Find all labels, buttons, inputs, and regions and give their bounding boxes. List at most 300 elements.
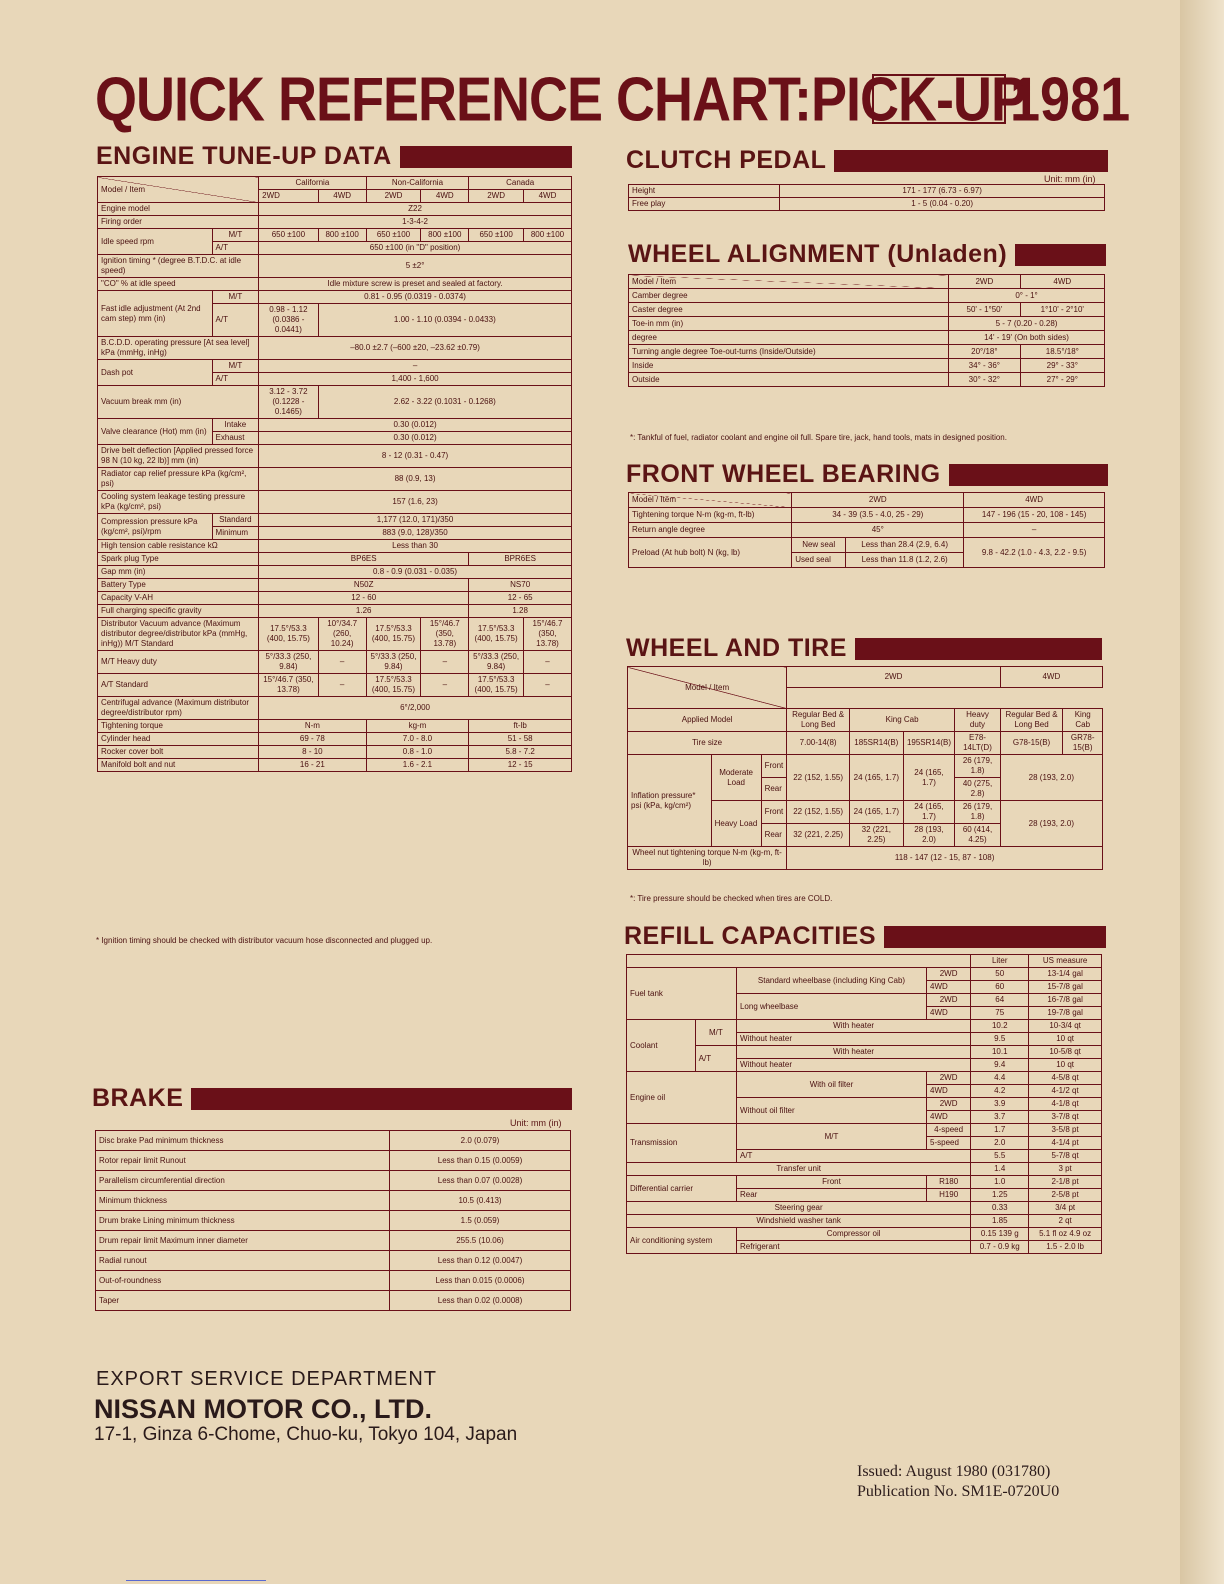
table-row: [98, 291, 572, 304]
table-cell: 5°/33.3 (250, 9.84): [259, 651, 319, 674]
table-cell: 4.2: [971, 1085, 1029, 1098]
table-cell: 2WD: [927, 1072, 971, 1085]
table-cell: 0.8 - 1.0: [366, 746, 469, 759]
table-cell: Return angle degree: [629, 523, 792, 538]
table-row: [98, 674, 572, 697]
table-cell: 800 ±100: [523, 229, 571, 242]
section-bar: [949, 464, 1108, 486]
table-cell: New seal: [792, 538, 846, 553]
table-cell: 9.8 - 42.2 (1.0 - 4.3, 2.2 - 9.5): [964, 538, 1105, 568]
table-cell: 8 - 10: [259, 746, 367, 759]
table-row: [627, 1046, 1102, 1059]
table-row: [98, 229, 572, 242]
table-cell: 1.26: [259, 605, 469, 618]
section-bar: [855, 638, 1102, 660]
table-row: [627, 1163, 1102, 1176]
table-row: [98, 759, 572, 772]
table-cell: Radial runout: [96, 1251, 390, 1271]
table-cell: 4WD: [927, 1007, 971, 1020]
table-cell: Air conditioning system: [627, 1228, 737, 1254]
table-cell: Taper: [96, 1291, 390, 1311]
table-cell: Non-California: [366, 177, 469, 190]
table-cell: 1.6 - 2.1: [366, 759, 469, 772]
table-row: [98, 592, 572, 605]
table-cell: Liter: [971, 955, 1029, 968]
table-cell: 15°/46.7 (350, 13.78): [259, 674, 319, 697]
table-cell: 2WD: [927, 1098, 971, 1111]
table-cell: A/T: [695, 1046, 736, 1072]
section-bar: [400, 146, 572, 168]
table-cell: 4WD: [927, 981, 971, 994]
table-cell: 2WD: [927, 994, 971, 1007]
table-cell: Model / Item: [98, 177, 259, 203]
table-row: [98, 216, 572, 229]
table-cell: 650 ±100 (in "D" position): [259, 242, 572, 255]
table-cell: 171 - 177 (6.73 - 6.97): [780, 185, 1105, 198]
table-cell: Cylinder head: [98, 733, 259, 746]
table-cell: 3-7/8 qt: [1029, 1111, 1102, 1124]
table-cell: Fast idle adjustment (At 2nd cam step) mm (in): [98, 291, 213, 337]
table-cell: 9.5: [971, 1033, 1029, 1046]
table-row: [98, 177, 572, 190]
table-cell: Transmission: [627, 1124, 737, 1163]
table-cell: 69 - 78: [259, 733, 367, 746]
table-row: [629, 359, 1105, 373]
table-cell: 12 - 60: [259, 592, 469, 605]
table-cell: 10.5 (0.413): [390, 1191, 571, 1211]
table-cell: 10-5/8 qt: [1029, 1046, 1102, 1059]
refill-section-title: REFILL CAPACITIES: [624, 922, 877, 950]
table-cell: 0.15 139 g: [971, 1228, 1029, 1241]
table-row: [96, 1191, 571, 1211]
table-cell: Standard: [212, 514, 259, 527]
alignment-footnote: *: Tankful of fuel, radiator coolant and engine oil full. Spare tire, jack, hand tools, mats in designed position.: [630, 433, 1007, 442]
table-cell: 4-1/2 qt: [1029, 1085, 1102, 1098]
table-cell: 7.00-14(8): [787, 732, 850, 755]
table-row: [627, 1176, 1102, 1189]
table-cell: 5 ±2°: [259, 255, 572, 278]
table-cell: 4-5/8 qt: [1029, 1072, 1102, 1085]
table-cell: 16-7/8 gal: [1029, 994, 1102, 1007]
table-cell: Coolant: [627, 1020, 696, 1072]
table-cell: 1.4: [971, 1163, 1029, 1176]
publication-number: Publication No. SM1E-0720U0: [857, 1483, 1060, 1500]
table-row: [628, 755, 1103, 778]
table-cell: 1,177 (12.0, 171)/350: [259, 514, 572, 527]
table-cell: –: [318, 674, 366, 697]
table-cell: 1°10' - 2°10': [1020, 303, 1104, 317]
table-cell: 157 (1.6, 23): [259, 491, 572, 514]
table-cell: 1.85: [971, 1215, 1029, 1228]
table-cell: 147 - 196 (15 - 20, 108 - 145): [964, 508, 1105, 523]
scan-artifact-line: [126, 1580, 266, 1581]
table-row: [627, 1228, 1102, 1241]
table-cell: Idle speed rpm: [98, 229, 213, 255]
table-cell: 5 - 7 (0.20 - 0.28): [949, 317, 1105, 331]
table-cell: Rocker cover bolt: [98, 746, 259, 759]
table-cell: Distributor Vacuum advance (Maximum distributor degree/distributor kPa (mmHg, inHg)) M/T Standard: [98, 618, 259, 651]
table-cell: 5.5: [971, 1150, 1029, 1163]
table-cell: Tire size: [628, 732, 787, 755]
table-row: [98, 278, 572, 291]
refill-section-header: [624, 922, 1106, 951]
page-edge: [1180, 0, 1224, 1584]
table-cell: 2WD: [792, 493, 964, 508]
table-cell: 27° - 29°: [1020, 373, 1104, 387]
table-cell: 0.30 (0.012): [259, 432, 572, 445]
table-cell: 4WD: [1000, 667, 1102, 688]
table-cell: 13-1/4 gal: [1029, 968, 1102, 981]
brake-unit: Unit: mm (in): [510, 1118, 562, 1128]
table-cell: Moderate Load: [711, 755, 761, 801]
table-cell: Ignition timing * (degree B.T.D.C. at idle speed): [98, 255, 259, 278]
table-cell: 5.8 - 7.2: [469, 746, 572, 759]
table-cell: Rear: [761, 824, 787, 847]
table-cell: Front: [761, 755, 787, 778]
table-cell: 2 qt: [1029, 1215, 1102, 1228]
table-cell: Outside: [629, 373, 949, 387]
table-cell: E78-14LT(D): [955, 732, 1000, 755]
tire-section-title: WHEEL AND TIRE: [626, 634, 847, 662]
section-bar: [884, 926, 1106, 948]
table-cell: 195SR14(B): [903, 732, 955, 755]
table-cell: Drum repair limit Maximum inner diameter: [96, 1231, 390, 1251]
table-cell: 22 (152, 1.55): [787, 755, 850, 801]
brake-section-header: [92, 1084, 572, 1113]
table-row: [98, 733, 572, 746]
table-cell: Front: [736, 1176, 926, 1189]
issued-date: Issued: August 1980 (031780): [857, 1463, 1051, 1480]
table-cell: 75: [971, 1007, 1029, 1020]
table-cell: Firing order: [98, 216, 259, 229]
table-cell: 50' - 1°50': [949, 303, 1021, 317]
table-cell: 7.0 - 8.0: [366, 733, 469, 746]
table-cell: Model / Item: [628, 667, 787, 709]
table-cell: M/T: [212, 291, 259, 304]
table-cell: 8 - 12 (0.31 - 0.47): [259, 445, 572, 468]
table-cell: Turning angle degree Toe-out-turns (Inside/Outside): [629, 345, 949, 359]
table-cell: 60 (414, 4.25): [955, 824, 1000, 847]
table-row: [98, 720, 572, 733]
table-cell: B.C.D.D. operating pressure [At sea level] kPa (mmHg, inHg): [98, 337, 259, 360]
table-cell: 17.5°/53.3 (400, 15.75): [366, 618, 421, 651]
table-cell: 12 - 15: [469, 759, 572, 772]
table-cell: M/T: [736, 1124, 926, 1150]
table-cell: US measure: [1029, 955, 1102, 968]
bearing-section-title: FRONT WHEEL BEARING: [626, 460, 941, 488]
table-cell: Minimum thickness: [96, 1191, 390, 1211]
table-row: [627, 1124, 1102, 1137]
table-cell: A/T: [736, 1150, 970, 1163]
table-cell: 650 ±100: [366, 229, 421, 242]
table-row: [96, 1251, 571, 1271]
table-cell: Caster degree: [629, 303, 949, 317]
table-cell: 1.00 - 1.10 (0.0394 - 0.0433): [318, 304, 571, 337]
tire-footnote: *: Tire pressure should be checked when tires are COLD.: [630, 894, 833, 903]
table-cell: 32 (221, 2.25): [849, 824, 903, 847]
table-row: [629, 275, 1105, 289]
table-cell: M/T: [212, 360, 259, 373]
table-cell: M/T: [695, 1020, 736, 1046]
table-cell: Preload (At hub bolt) N (kg, lb): [629, 538, 792, 568]
table-row: [628, 732, 1103, 755]
table-cell: 17.5°/53.3 (400, 15.75): [469, 674, 524, 697]
table-row: [629, 523, 1105, 538]
wheel-alignment-table: [628, 274, 1105, 387]
alignment-section-header: [628, 240, 1106, 269]
section-bar: [191, 1088, 572, 1110]
table-cell: 3 pt: [1029, 1163, 1102, 1176]
table-cell: Less than 0.07 (0.0028): [390, 1171, 571, 1191]
table-row: [98, 514, 572, 527]
table-cell: 34 - 39 (3.5 - 4.0, 25 - 29): [792, 508, 964, 523]
table-cell: 24 (165, 1.7): [849, 801, 903, 824]
table-row: [627, 1215, 1102, 1228]
table-row: [98, 360, 572, 373]
table-cell: Gap mm (in): [98, 566, 259, 579]
table-cell: Full charging specific gravity: [98, 605, 259, 618]
table-cell: Drum brake Lining minimum thickness: [96, 1211, 390, 1231]
table-cell: Fuel tank: [627, 968, 737, 1020]
table-cell: With heater: [736, 1020, 970, 1033]
table-cell: NS70: [469, 579, 572, 592]
table-cell: Radiator cap relief pressure kPa (kg/cm², psi): [98, 468, 259, 491]
table-cell: 650 ±100: [259, 229, 319, 242]
table-cell: 4WD: [421, 190, 469, 203]
table-cell: Intake: [212, 419, 259, 432]
table-cell: Steering gear: [627, 1202, 971, 1215]
table-cell: 50: [971, 968, 1029, 981]
table-cell: A/T: [212, 373, 259, 386]
table-cell: 0.33: [971, 1202, 1029, 1215]
table-row: [96, 1171, 571, 1191]
table-cell: 22 (152, 1.55): [787, 801, 850, 824]
table-cell: Toe-in mm (in): [629, 317, 949, 331]
table-cell: Less than 0.15 (0.0059): [390, 1151, 571, 1171]
table-cell: 2.0: [971, 1137, 1029, 1150]
table-row: [98, 337, 572, 360]
table-cell: –: [523, 674, 571, 697]
table-row: [629, 508, 1105, 523]
table-cell: 5-speed: [927, 1137, 971, 1150]
front-wheel-bearing-table: [628, 492, 1105, 568]
table-cell: 0.8 - 0.9 (0.031 - 0.035): [259, 566, 572, 579]
table-row: [98, 419, 572, 432]
table-row: [98, 746, 572, 759]
table-cell: 1.25: [971, 1189, 1029, 1202]
table-cell: GR78-15(B): [1063, 732, 1103, 755]
table-cell: 4WD: [964, 493, 1105, 508]
table-cell: 60: [971, 981, 1029, 994]
table-cell: 28 (193, 2.0): [1000, 755, 1102, 801]
clutch-unit: Unit: mm (in): [1044, 174, 1096, 184]
table-cell: 883 (9.0, 128)/350: [259, 527, 572, 540]
table-cell: High tension cable resistance kΩ: [98, 540, 259, 553]
table-cell: 5-7/8 qt: [1029, 1150, 1102, 1163]
table-cell: With oil filter: [736, 1072, 926, 1098]
table-cell: A/T Standard: [98, 674, 259, 697]
table-cell: Centrifugal advance (Maximum distributor degree/distributor rpm): [98, 697, 259, 720]
table-cell: 4WD: [927, 1111, 971, 1124]
table-cell: 9.4: [971, 1059, 1029, 1072]
table-cell: 185SR14(B): [849, 732, 903, 755]
table-cell: Transfer unit: [627, 1163, 971, 1176]
table-cell: Front: [761, 801, 787, 824]
section-bar: [1015, 244, 1106, 266]
table-cell: 0.30 (0.012): [259, 419, 572, 432]
table-cell: 18.5°/18°: [1020, 345, 1104, 359]
table-cell: 17.5°/53.3 (400, 15.75): [259, 618, 319, 651]
table-cell: 1,400 - 1,600: [259, 373, 572, 386]
table-row: [98, 579, 572, 592]
engine-section-title: ENGINE TUNE-UP DATA: [96, 142, 392, 170]
table-cell: 1.28: [469, 605, 572, 618]
table-cell: 17.5°/53.3 (400, 15.75): [366, 674, 421, 697]
table-cell: 2-5/8 pt: [1029, 1189, 1102, 1202]
table-cell: 800 ±100: [318, 229, 366, 242]
engine-footnote: * Ignition timing should be checked with distributor vacuum hose disconnected and plugged up.: [96, 936, 433, 945]
tire-section-header: [626, 634, 1102, 663]
table-row: [627, 1072, 1102, 1085]
table-row: [98, 651, 572, 674]
table-cell: 10.2: [971, 1020, 1029, 1033]
table-row: [96, 1131, 571, 1151]
table-row: [98, 540, 572, 553]
engine-section-header: [96, 142, 572, 171]
table-cell: Minimum: [212, 527, 259, 540]
table-row: [96, 1151, 571, 1171]
table-cell: 2WD: [927, 968, 971, 981]
table-cell: 800 ±100: [421, 229, 469, 242]
table-cell: Standard wheelbase (including King Cab): [736, 968, 926, 994]
table-cell: Compressor oil: [736, 1228, 970, 1241]
table-cell: 51 - 58: [469, 733, 572, 746]
table-cell: 6°/2,000: [259, 697, 572, 720]
table-cell: 3-5/8 pt: [1029, 1124, 1102, 1137]
table-cell: N50Z: [259, 579, 469, 592]
table-cell: degree: [629, 331, 949, 345]
table-cell: 10°/34.7 (260, 10.24): [318, 618, 366, 651]
table-cell: Capacity V-AH: [98, 592, 259, 605]
table-cell: Valve clearance (Hot) mm (in): [98, 419, 213, 445]
table-cell: 26 (179, 1.8): [955, 755, 1000, 778]
table-cell: Z22: [259, 203, 572, 216]
table-row: [628, 847, 1103, 870]
table-row: [627, 1020, 1102, 1033]
table-cell: 650 ±100: [469, 229, 524, 242]
table-row: [98, 618, 572, 651]
table-row: [96, 1291, 571, 1311]
table-cell: 4-1/8 qt: [1029, 1098, 1102, 1111]
table-cell: Without heater: [736, 1033, 970, 1046]
table-cell: 17.5°/53.3 (400, 15.75): [469, 618, 524, 651]
table-cell: Differential carrier: [627, 1176, 737, 1202]
table-cell: M/T Heavy duty: [98, 651, 259, 674]
table-cell: Exhaust: [212, 432, 259, 445]
table-cell: 5.1 fl oz 4.9 oz: [1029, 1228, 1102, 1241]
table-cell: 1.0: [971, 1176, 1029, 1189]
table-cell: Compression pressure kPa (kg/cm², psi)/rpm: [98, 514, 213, 540]
table-cell: 15°/46.7 (350, 13.78): [523, 618, 571, 651]
table-cell: 20°/18°: [949, 345, 1021, 359]
table-row: [98, 605, 572, 618]
table-cell: Less than 0.12 (0.0047): [390, 1251, 571, 1271]
table-cell: 2WD: [366, 190, 421, 203]
table-cell: 64: [971, 994, 1029, 1007]
table-cell: 1-3-4-2: [259, 216, 572, 229]
table-cell: 4-speed: [927, 1124, 971, 1137]
table-cell: Used seal: [792, 553, 846, 568]
table-row: [629, 331, 1105, 345]
table-cell: 4.4: [971, 1072, 1029, 1085]
table-cell: 19-7/8 gal: [1029, 1007, 1102, 1020]
table-cell: 14' - 19' (On both sides): [949, 331, 1105, 345]
table-cell: [627, 955, 971, 968]
bearing-section-header: [626, 460, 1108, 489]
alignment-section-title: WHEEL ALIGNMENT (Unladen): [628, 240, 1008, 268]
table-cell: 2WD: [787, 667, 1000, 688]
table-cell: Windshield washer tank: [627, 1215, 971, 1228]
table-cell: A/T: [212, 242, 259, 255]
table-cell: 0° - 1°: [949, 289, 1105, 303]
table-cell: 15-7/8 gal: [1029, 981, 1102, 994]
table-cell: Heavy duty: [955, 709, 1000, 732]
table-row: [629, 198, 1105, 211]
table-cell: 10 qt: [1029, 1059, 1102, 1072]
table-cell: 2WD: [949, 275, 1021, 289]
table-row: [627, 955, 1102, 968]
table-cell: 3.7: [971, 1111, 1029, 1124]
table-cell: Less than 0.015 (0.0006): [390, 1271, 571, 1291]
company-name: NISSAN MOTOR CO., LTD.: [94, 1394, 433, 1424]
clutch-section-header: [626, 146, 1108, 175]
table-cell: 15°/46.7 (350, 13.78): [421, 618, 469, 651]
table-cell: –: [421, 674, 469, 697]
table-cell: 24 (165, 1.7): [903, 801, 955, 824]
table-cell: King Cab: [849, 709, 954, 732]
table-cell: Less than 30: [259, 540, 572, 553]
table-cell: 1 - 5 (0.04 - 0.20): [780, 198, 1105, 211]
table-cell: Cooling system leakage testing pressure kPa (kg/cm², psi): [98, 491, 259, 514]
table-row: [629, 185, 1105, 198]
table-cell: 4WD: [1020, 275, 1104, 289]
brake-table: [95, 1130, 571, 1311]
table-cell: 34° - 36°: [949, 359, 1021, 373]
table-cell: 29° - 33°: [1020, 359, 1104, 373]
table-cell: Engine oil: [627, 1072, 737, 1124]
table-row: [629, 317, 1105, 331]
table-cell: 28 (193, 2.0): [903, 824, 955, 847]
table-cell: kg-m: [366, 720, 469, 733]
section-bar: [834, 150, 1108, 172]
table-row: [98, 468, 572, 491]
table-cell: 2WD: [469, 190, 524, 203]
table-cell: 4-1/4 pt: [1029, 1137, 1102, 1150]
table-row: [96, 1231, 571, 1251]
table-cell: 88 (0.9, 13): [259, 468, 572, 491]
table-row: [629, 493, 1105, 508]
table-row: [98, 255, 572, 278]
table-cell: Heavy Load: [711, 801, 761, 847]
table-cell: –: [318, 651, 366, 674]
table-cell: 28 (193, 2.0): [1000, 801, 1102, 847]
table-cell: BPR6ES: [469, 553, 572, 566]
table-cell: 26 (179, 1.8): [955, 801, 1000, 824]
table-cell: Less than 11.8 (1.2, 2.6): [846, 553, 964, 568]
table-cell: Parallelism circumferential direction: [96, 1171, 390, 1191]
table-cell: Tightening torque N-m (kg-m, ft-lb): [629, 508, 792, 523]
table-row: [629, 538, 1105, 553]
